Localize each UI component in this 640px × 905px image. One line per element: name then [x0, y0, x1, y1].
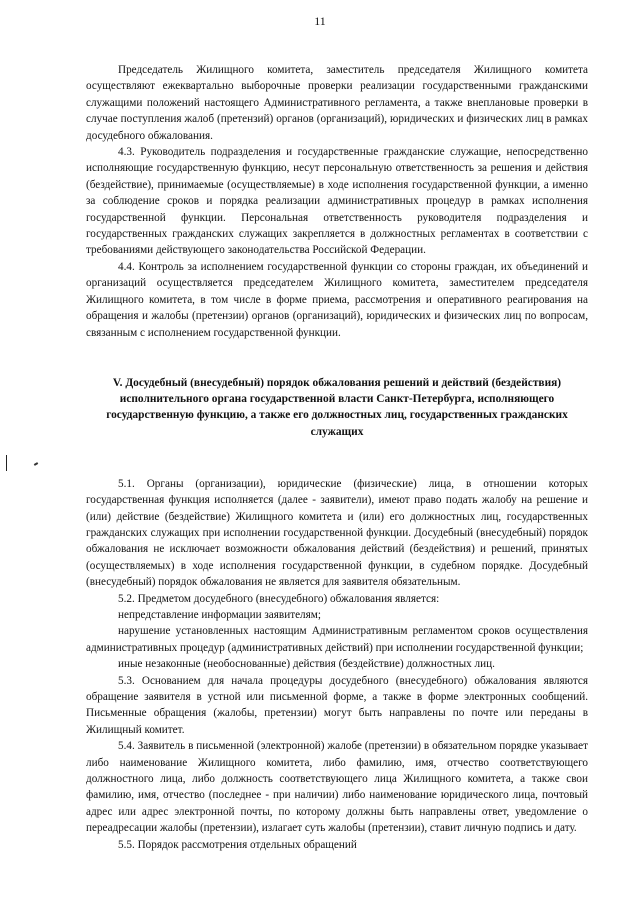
- paragraph-5-5: 5.5. Порядок рассмотрения отдельных обращений: [118, 838, 357, 851]
- paragraph-4-3: 4.3. Руководитель подразделения и государственные гражданские служащие, непосредственно исполняющие государственную функцию, несут персональную ответственность за решения и действия (бездействие), принимаемые (осуществляемые) в ходе исполнения государственной функции, а именно за соблюдение сроков и порядка реализации административных процедур в рамках исполнения государственной функции. Персональная ответственность руководителя подразделения и государственных гражданских служащих закрепляется в должностных регламентах в соответствии с требованиями действующего законодательства Российской Федерации.: [86, 146, 588, 257]
- paragraph-5-3: 5.3. Основанием для начала процедуры досудебного (внесудебного) обжалования являются обращение заявителя в устной или письменной форме, а также в форме электронных сообщений. Письменные обращения (жалобы, претензии) могут быть направлены по почте или переданы в Жилищный комитет.: [86, 674, 588, 736]
- page-number: 11: [314, 14, 326, 28]
- paragraph-5-1: 5.1. Органы (организации), юридические (физические) лица, в отношении которых государственная функция исполняется (далее - заявители), имеют право подать жалобу на решение и (или) действие (бездействие) Жилищного комитета и (или) его должностных лиц, государственных гражданских служащих при исполнении государственной функции. Досудебный (внесудебный) порядок обжалования не исключает возможности обжалования действий (бездействия) и решений, принятых (осуществляемых) в ходе исполнения государственной функции, в судебном порядке. Досудебный (внесудебный) порядок обжалования не является для заявителя обязательным.: [86, 477, 588, 589]
- paragraph-5-4: 5.4. Заявитель в письменной (электронной) жалобе (претензии) в обязательном порядке указывает либо наименование Жилищного комитета, либо фамилию, имя, отчество соответствующего должностного лица, либо должность соответствующего лица Жилищного комитета, а также свои фамилию, имя, отчество (последнее - при наличии) либо наименование юридического лица, почтовый адрес или адрес электронной почты, по которому должны быть направлены ответ, уведомление о переадресации жалобы (претензии), излагает суть жалобы (претензии), ставит личную подпись и дату.: [86, 740, 588, 835]
- scan-speck: [34, 462, 38, 466]
- list-item-unlawful-actions: иные незаконные (необоснованные) действия (бездействие) должностных лиц.: [118, 658, 495, 671]
- paragraph-control-checks: Председатель Жилищного комитета, заместитель председателя Жилищного комитета осуществляют ежеквартально выборочные проверки реализации государственными гражданскими служащими положений настоящего Административного регламента, а также внеплановые проверки в случае поступления жалоб (претензий) органов (организаций), юридических и физических лиц в рамках досудебного обжалования.: [86, 64, 588, 142]
- document-body: [86, 62, 588, 853]
- list-item-deadline-violation: нарушение установленных настоящим Административным регламентом сроков осуществления административных процедур (административных действий) при исполнении государственной функции;: [86, 625, 588, 654]
- scan-margin-mark: [6, 455, 7, 471]
- section-heading: V. Досудебный (внесудебный) порядок обжалования решений и действий (бездействия) исполнительного органа государственной власти Санкт-Петербурга, исполняющего государственную функцию, а также его должностных лиц, государственных гражданских служащих: [106, 376, 568, 438]
- paragraph-5-2: 5.2. Предметом досудебного (внесудебного) обжалования является:: [118, 592, 440, 605]
- paragraph-4-4: 4.4. Контроль за исполнением государственной функции со стороны граждан, их объединений и организаций осуществляется председателем Жилищного комитета, заместителем председателя Жилищного комитета, в том числе в форме приема, рассмотрения и оперативного реагирования на обращения и жалобы (претензии) органов (организаций), юридических и физических лиц по вопросам, связанным с исполнением государственной функции.: [86, 260, 588, 339]
- list-item-no-information: непредставление информации заявителям;: [118, 608, 321, 621]
